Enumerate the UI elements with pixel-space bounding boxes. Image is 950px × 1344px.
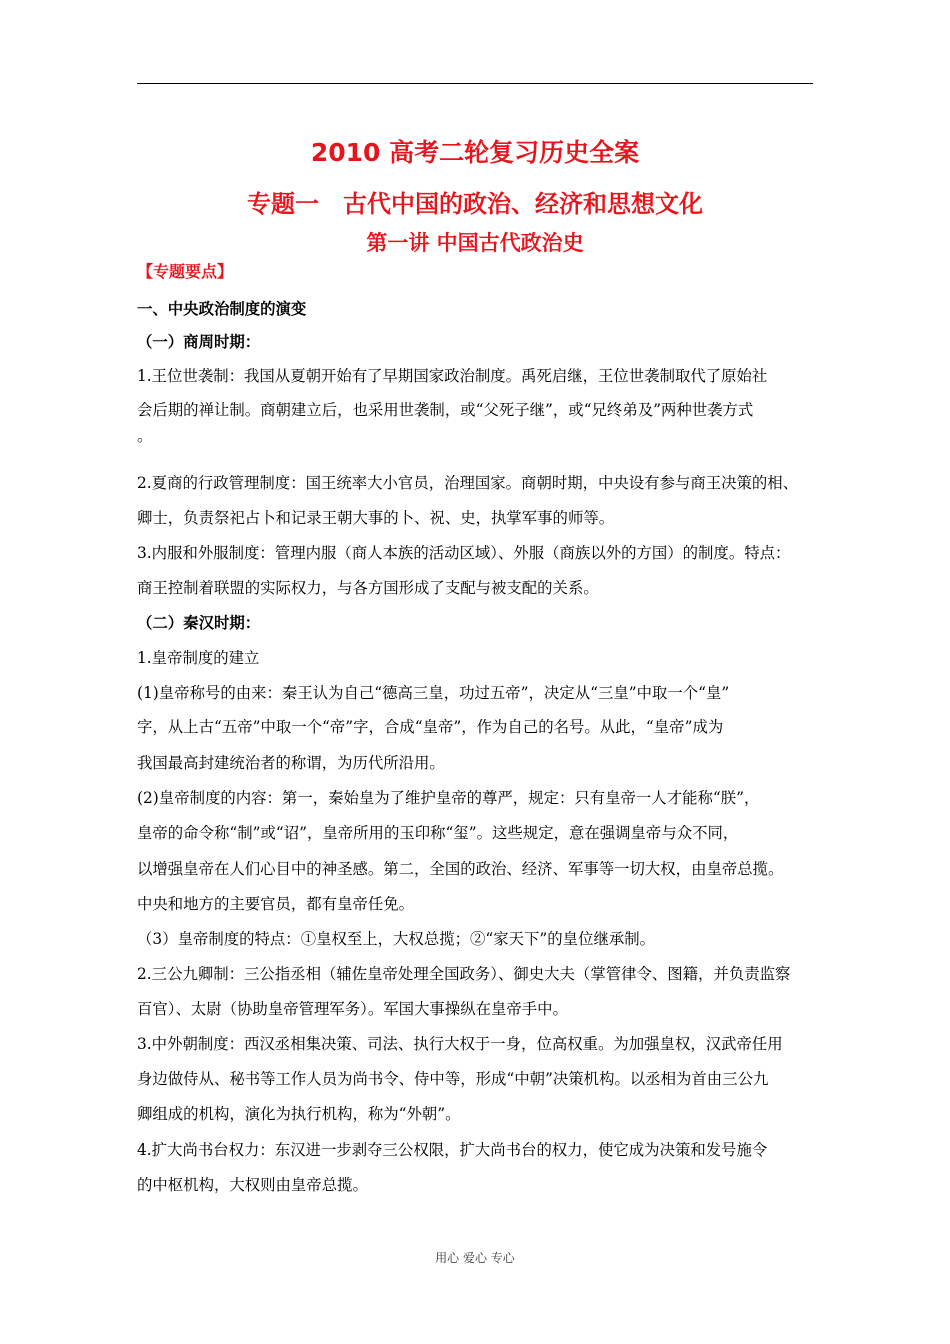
paragraph-line: 卿组成的机构，演化为执行机构，称为“外朝”。 [137,1105,461,1123]
document-title: 2010 高考二轮复习历史全案 [310,138,640,167]
paragraph-line: 以增强皇帝在人们心目中的神圣感。第二，全国的政治、经济、军事等一切大权，由皇帝总揽。 [137,860,784,878]
paragraph-line: 商王控制着联盟的实际权力，与各方国形成了支配与被支配的关系。 [137,579,599,597]
paragraph-line: 4.扩大尚书台权力：东汉进一步剥夺三公权限，扩大尚书台的权力，使它成为决策和发号施令 [137,1141,768,1159]
paragraph-line: 皇帝的命令称“制”或“诏”，皇帝所用的玉印称“玺”。这些规定，意在强调皇帝与众不同， [137,824,739,842]
paragraph-line: 百官）、太尉（协助皇帝管理军务）。军国大事操纵在皇帝手中。 [137,1000,568,1018]
section-heading: 一、中央政治制度的演变 [137,300,307,318]
paragraph-line: 字，从上古“五帝”中取一个“帝”字，合成“皇帝”，作为自己的名号。从此，“皇帝”成为 [137,718,724,736]
paragraph-line: 卿士，负责祭祀占卜和记录王朝大事的卜、祝、史，执掌军事的师等。 [137,509,615,527]
paragraph-line: 1.皇帝制度的建立 [137,649,260,667]
paragraph-line: 2.三公九卿制：三公指丞相（辅佐皇帝处理全国政务）、御史大夫（掌管律令、图籍，并负责监察 [137,965,791,983]
paragraph-line: 。 [137,427,153,445]
paragraph-line: 1.王位世袭制：我国从夏朝开始有了早期国家政治制度。禹死启继，王位世袭制取代了原始社 [137,367,768,385]
header-rule [137,83,813,84]
paragraph-line: 的中枢机构，大权则由皇帝总揽。 [137,1176,368,1194]
section-label: 【专题要点】 [137,262,234,281]
paragraph-line: 2.夏商的行政管理制度：国王统率大小官员，治理国家。商朝时期，中央设有参与商王决策的相、 [137,474,799,492]
subsection-heading: （一）商周时期： [137,333,261,351]
page-footer: 用心 爱心 专心 [435,1251,515,1265]
paragraph-line: 我国最高封建统治者的称谓，为历代所沿用。 [137,754,445,772]
topic-title: 专题一 古代中国的政治、经济和思想文化 [247,190,703,218]
paragraph-line: (2)皇帝制度的内容：第一，秦始皇为了维护皇帝的尊严，规定：只有皇帝一人才能称“朕”， [137,789,760,807]
paragraph-line: （3）皇帝制度的特点：①皇权至上，大权总揽；②“家天下”的皇位继承制。 [137,930,656,948]
paragraph-line: 会后期的禅让制。商朝建立后，也采用世袭制，或“父死子继”，或“兄终弟及”两种世袭方式 [137,401,754,419]
paragraph-line: 身边做侍从、秘书等工作人员为尚书令、侍中等，形成“中朝”决策机构。以丞相为首由三公九 [137,1070,769,1088]
lecture-title: 第一讲 中国古代政治史 [366,231,584,255]
paragraph-line: 3.中外朝制度：西汉丞相集决策、司法、执行大权于一身，位高权重。为加强皇权，汉武帝任用 [137,1035,783,1053]
paragraph-line: 3.内服和外服制度：管理内服（商人本族的活动区域）、外服（商族以外的方国）的制度。特点： [137,544,791,562]
subsection-heading: （二）秦汉时期： [137,614,261,632]
paragraph-line: 中央和地方的主要官员，都有皇帝任免。 [137,895,415,913]
paragraph-line: (1)皇帝称号的由来：秦王认为自己“德高三皇，功过五帝”，决定从“三皇”中取一个“皇” [137,684,730,702]
